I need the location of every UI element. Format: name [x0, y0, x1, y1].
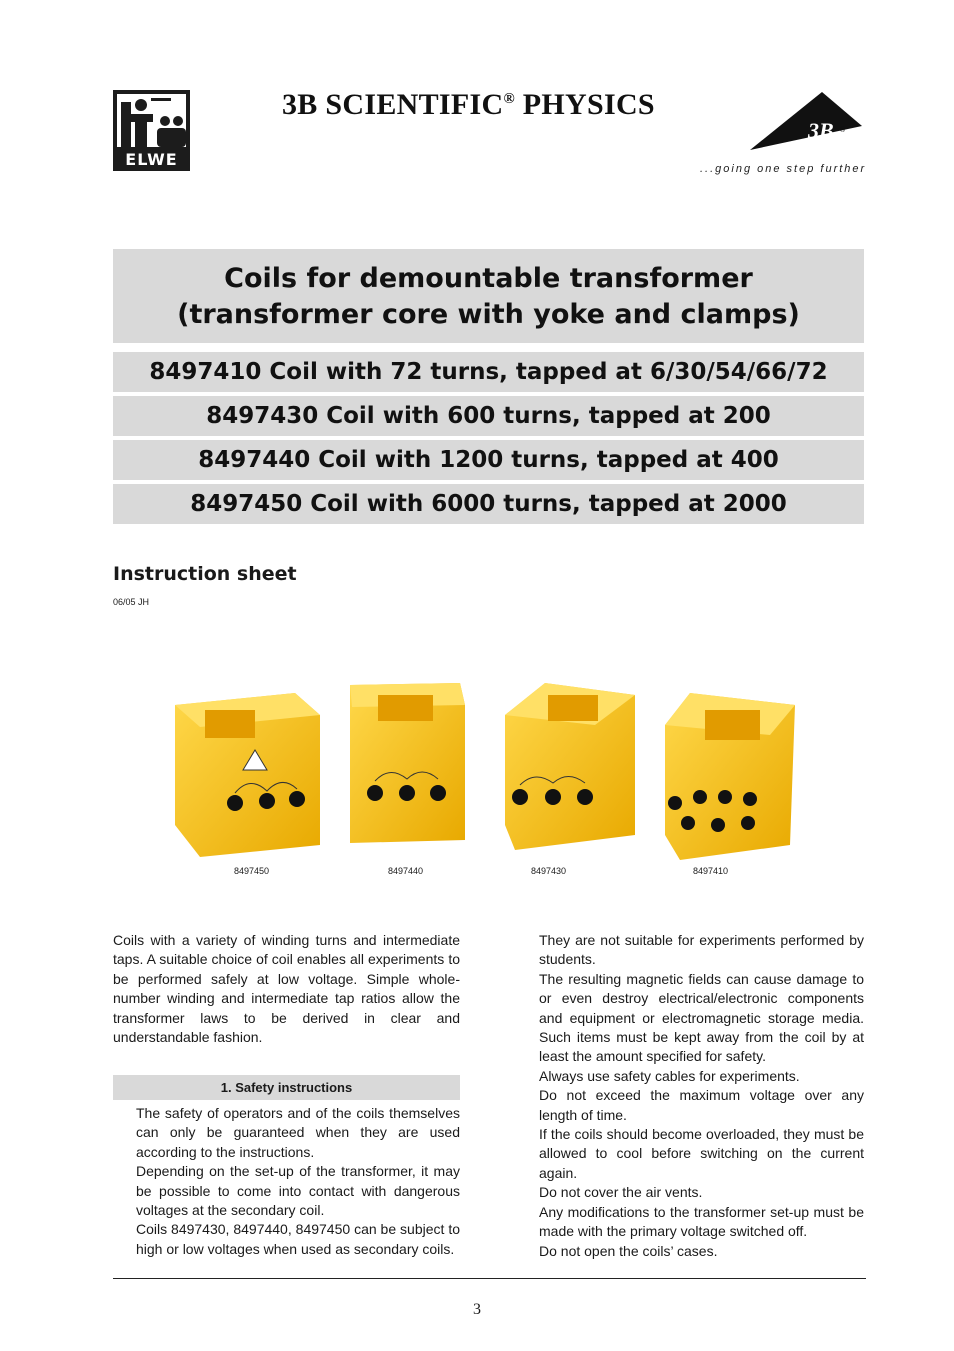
safety-item: If the coils should become overloaded, they must be allowed to cool before switching on the current again.	[539, 1126, 864, 1181]
title-line-2: (transformer core with yoke and clamps)	[177, 299, 800, 330]
product-line: 8497440 Coil with 1200 turns, tapped at 400	[113, 440, 864, 480]
intro-paragraph: Coils with a variety of winding turns and intermediate taps. A suitable choice of coil enables all experiments to be performed safely at low voltage. Simple whole-number winding and intermediate tap ratios allow the transformer laws to be derived in clear and understandable fashion.	[113, 932, 460, 1046]
product-line: 8497410 Coil with 72 turns, tapped at 6/30/54/66/72	[113, 352, 864, 392]
photo-caption: 8497440	[388, 866, 424, 876]
photo-caption: 8497430	[531, 866, 567, 876]
safety-item: Do not exceed the maximum voltage over any length of time.	[539, 1087, 864, 1123]
safety-item: Depending on the set-up of the transformer, it may be possible to come into contact with dangerous voltages at the secondary coil.	[136, 1163, 460, 1219]
safety-item: They are not suitable for experiments performed by students.	[539, 932, 864, 968]
coil-8497410-image	[665, 693, 795, 860]
safety-item: Always use safety cables for experiments.	[539, 1067, 800, 1084]
3b-logo-icon	[750, 92, 862, 154]
photo-caption: 8497450	[234, 866, 270, 876]
coil-8497440-image	[350, 683, 465, 843]
safety-left-column	[136, 1104, 460, 1259]
svg-text:®: ®	[840, 127, 846, 134]
footer-rule	[113, 1278, 866, 1279]
brand-title: 3B SCIENTIFIC® PHYSICS	[282, 88, 655, 121]
tagline: ...going one step further	[700, 163, 867, 175]
page-number: 3	[473, 1301, 481, 1318]
elwe-label: ELWE	[125, 150, 178, 169]
title-line-1: Coils for demountable transformer	[224, 263, 753, 294]
doc-date: 06/05 JH	[113, 597, 150, 607]
safety-item: The resulting magnetic fields can cause damage to or even destroy electrical/electronic components and equipment or electromagnetic storage media. Such items must be kept away from the coil by at least the amount specified for safety.	[539, 970, 864, 1065]
safety-item: Do not cover the air vents.	[539, 1184, 703, 1201]
safety-item: Coils 8497430, 8497440, 8497450 can be subject to high or low voltages when used as secondary coils.	[136, 1221, 460, 1257]
elwe-logo	[113, 90, 190, 171]
safety-item: Any modifications to the transformer set-up must be made with the primary voltage switched off.	[539, 1203, 864, 1240]
safety-heading: 1. Safety instructions	[113, 1075, 460, 1100]
svg-text:3B: 3B	[808, 118, 834, 143]
product-line: 8497450 Coil with 6000 turns, tapped at 2000	[113, 484, 864, 524]
safety-right-column	[539, 931, 864, 1261]
safety-item: Do not open the coils’ cases.	[539, 1242, 718, 1259]
photo-caption: 8497410	[693, 866, 729, 876]
coil-8497430-image	[505, 683, 635, 850]
title-box	[113, 249, 864, 343]
safety-item: The safety of operators and of the coils themselves can only be guaranteed when they are used according to the instructions.	[136, 1105, 460, 1160]
coils-photo	[170, 675, 800, 865]
elwe-pictogram-icon	[117, 94, 186, 147]
instruction-sheet-heading: Instruction sheet	[113, 563, 297, 585]
coil-8497450-image	[175, 693, 320, 857]
product-line: 8497430 Coil with 600 turns, tapped at 200	[113, 396, 864, 436]
